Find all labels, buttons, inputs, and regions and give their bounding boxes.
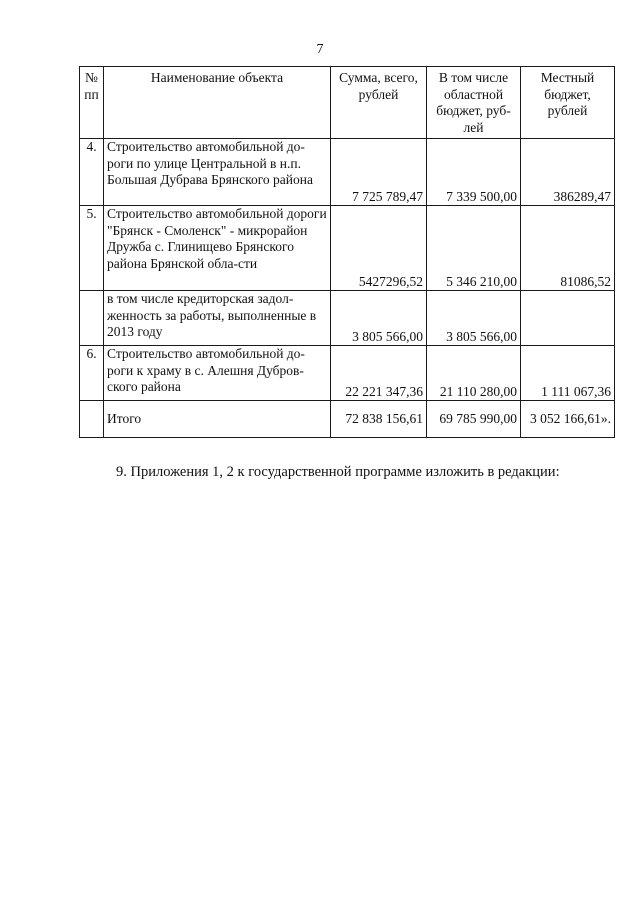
table-header-row: [80, 67, 615, 139]
local-budget: [521, 291, 615, 346]
amendment-paragraph: 9. Приложения 1, 2 к государственной программе изложить в редакции:: [116, 464, 560, 480]
page-number: 7: [316, 42, 324, 57]
table-row: [80, 206, 615, 291]
header-number: № пп: [80, 67, 104, 139]
header-local-budget: Местный бюджет, рублей: [521, 67, 615, 139]
row-number: 5.: [80, 206, 104, 291]
total-sum: 72 838 156,61: [331, 401, 427, 438]
regional-budget: 3 805 566,00: [427, 291, 521, 346]
local-budget: 81086,52: [521, 206, 615, 291]
header-total-sum: Сумма, всего, рублей: [331, 67, 427, 139]
table-row: [80, 139, 615, 206]
row-number: [80, 291, 104, 346]
total-sum: 22 221 347,36: [331, 346, 427, 401]
table-row: [80, 346, 615, 401]
regional-budget: 21 110 280,00: [427, 346, 521, 401]
budget-table: [79, 66, 615, 438]
total-sum: 3 805 566,00: [331, 291, 427, 346]
total-sum: 5427296,52: [331, 206, 427, 291]
total-sum: 7 725 789,47: [331, 139, 427, 206]
header-regional-budget: В том числе областной бюджет, руб-лей: [427, 67, 521, 139]
header-object-name: Наименование объекта: [104, 67, 331, 139]
object-name: Строительство автомобильной дороги "Брянск - Смоленск" - микрорайон Дружба с. Глинищево Брянского района Брянской обла-сти: [104, 206, 331, 291]
object-name: Строительство автомобильной до-роги к храму в с. Алешня Дубров-ского района: [104, 346, 331, 401]
regional-budget: 7 339 500,00: [427, 139, 521, 206]
total-label: Итого: [104, 401, 331, 438]
total-row: [80, 401, 615, 438]
row-number: 6.: [80, 346, 104, 401]
regional-budget: 69 785 990,00: [427, 401, 521, 438]
local-budget: 3 052 166,61».: [521, 401, 615, 438]
local-budget: 386289,47: [521, 139, 615, 206]
regional-budget: 5 346 210,00: [427, 206, 521, 291]
object-name: в том числе кредиторская задол-женность за работы, выполненные в 2013 году: [104, 291, 331, 346]
object-name: Строительство автомобильной до-роги по улице Центральной в н.п. Большая Дубрава Брянского района: [104, 139, 331, 206]
row-number: [80, 401, 104, 438]
row-number: 4.: [80, 139, 104, 206]
table-row: [80, 291, 615, 346]
local-budget: 1 111 067,36: [521, 346, 615, 401]
